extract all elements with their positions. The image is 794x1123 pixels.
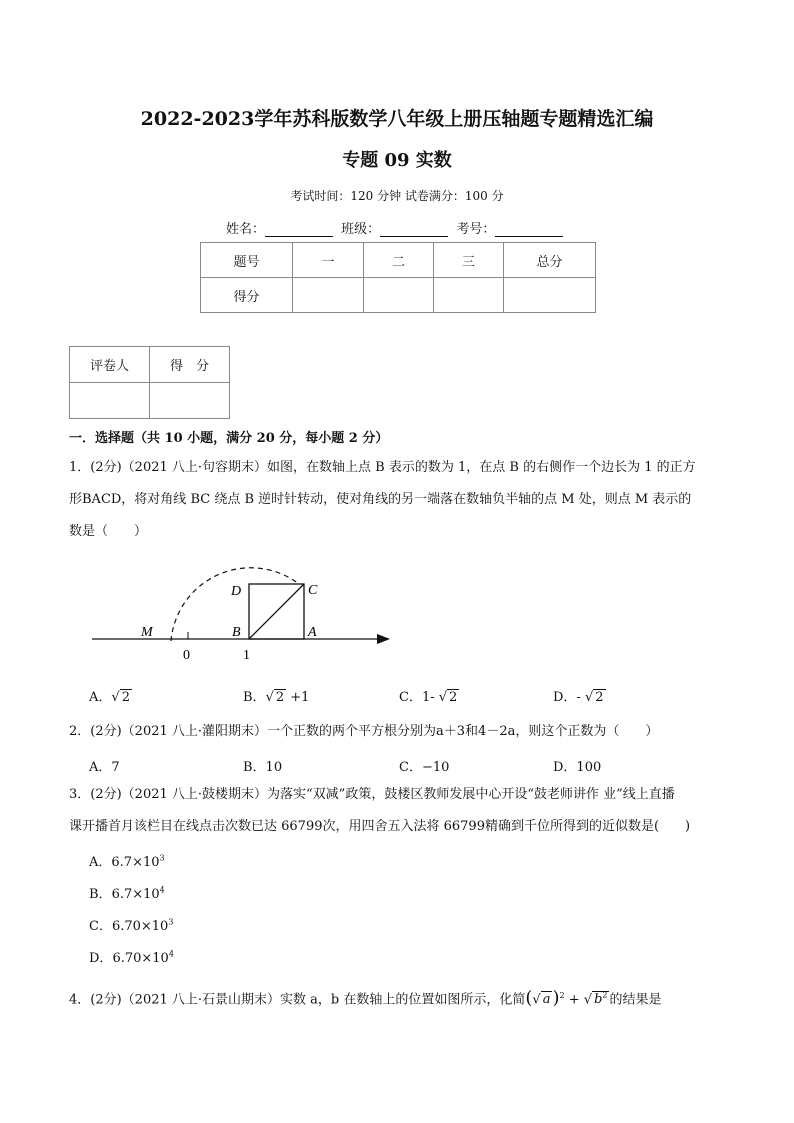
question-3-line: 课开播首月该栏目在线点击次数已达 66799次，用四舍五入法将 66799精确到千位所得到的近似数是( ) [69,819,691,834]
number-line-figure [85,548,405,663]
score-table [200,242,596,313]
grader-header-cell: 得 分 [150,347,230,383]
student-fields [226,218,567,237]
question-3-text [69,779,729,843]
name-label: 姓名： [226,222,266,237]
q1-option-a[interactable]: A．√ 2 [89,690,130,705]
q3-option-d[interactable]: D．$6.70\times 10^4$ [89,949,174,966]
document-title: 2022-2023学年苏科版数学八年级上册压轴题专题精选汇编 [140,108,654,130]
question-2-text: 2．(2分)（2021 八上·灌阳期末）一个正数的两个平方根分别为a＋3和4－2a，则这个正数为（ ） [69,724,659,739]
question-1-text [69,452,729,548]
q1-option-c[interactable]: C．1- √ 2 [399,690,458,705]
label-d: D [231,584,242,599]
label-m: M [141,625,153,640]
q1-option-b[interactable]: B．√ 2 +1 [243,690,310,705]
grader-cell[interactable] [150,383,230,419]
score-row-label: 得分 [201,278,293,313]
score-header-cell: 三 [434,243,504,278]
score-cell[interactable] [504,278,596,313]
grader-cell[interactable] [70,383,150,419]
q1-option-d[interactable]: D．- √ 2 [553,690,604,705]
question-1-line: 数是（ ） [69,524,148,539]
score-cell[interactable] [434,278,504,313]
score-header-cell: 总分 [504,243,596,278]
q2-option-b[interactable]: B．10 [243,760,283,775]
class-label: 班级： [341,222,381,237]
q2-option-c[interactable]: C．−10 [399,760,450,775]
question-1-line: 形BACD，将对角线 BC 绕点 B 逆时针转动，使对角线的另一端落在数轴负半轴的点 M 处，则点 M 表示的 [69,492,692,507]
score-cell[interactable] [364,278,434,313]
class-field[interactable] [380,222,448,237]
score-cell[interactable] [293,278,364,313]
q2-option-d[interactable]: D．100 [553,760,602,775]
q3-option-a[interactable]: A．$6.7\times 10^3$ [89,853,165,870]
document-subtitle: 专题 09 实数 [342,150,452,171]
label-c: C [308,583,318,598]
label-b: B [232,625,241,640]
name-field[interactable] [265,222,333,237]
score-header-cell: 题号 [201,243,293,278]
label-a: A [308,625,317,640]
score-header-cell: 一 [293,243,364,278]
section-heading: 一．选择题（共 10 小题，满分 20 分，每小题 2 分） [69,431,389,446]
number-label: 考号： [456,222,496,237]
exam-info: 考试时间：120 分钟 试卷满分：100 分 [290,189,504,203]
score-table-header-row [201,243,596,278]
score-header-cell: 二 [364,243,434,278]
question-4-text: 4．(2分)（2021 八上·石景山期末）实数 a，b 在数轴上的位置如图所示，化简(√ a )$^2$ + √ $b^2$ 的结果是 [69,987,662,1009]
q3-option-b[interactable]: B．$6.7\times 10^4$ [89,885,165,902]
diagonal-bc [249,584,304,639]
label-one: 1 [243,648,250,663]
axis-arrow-icon [377,634,390,644]
question-3-line: 3．(2分)（2021 八上·鼓楼期末）为落实“双减”政策，鼓楼区教师发展中心开设“鼓老师讲作 业”线上直播 [69,787,675,802]
q3-option-c[interactable]: C．$6.70\times 10^3$ [89,917,174,934]
q2-option-a[interactable]: A．7 [89,760,120,775]
score-table-score-row [201,278,596,313]
label-zero: 0 [183,648,190,663]
grader-header-cell: 评卷人 [70,347,150,383]
number-field[interactable] [495,222,563,237]
grader-table [69,346,230,419]
question-1-line: 1．(2分)（2021 八上·句容期末）如图，在数轴上点 B 表示的数为 1，在点 B 的右侧作一个边长为 1 的正方 [69,460,696,475]
